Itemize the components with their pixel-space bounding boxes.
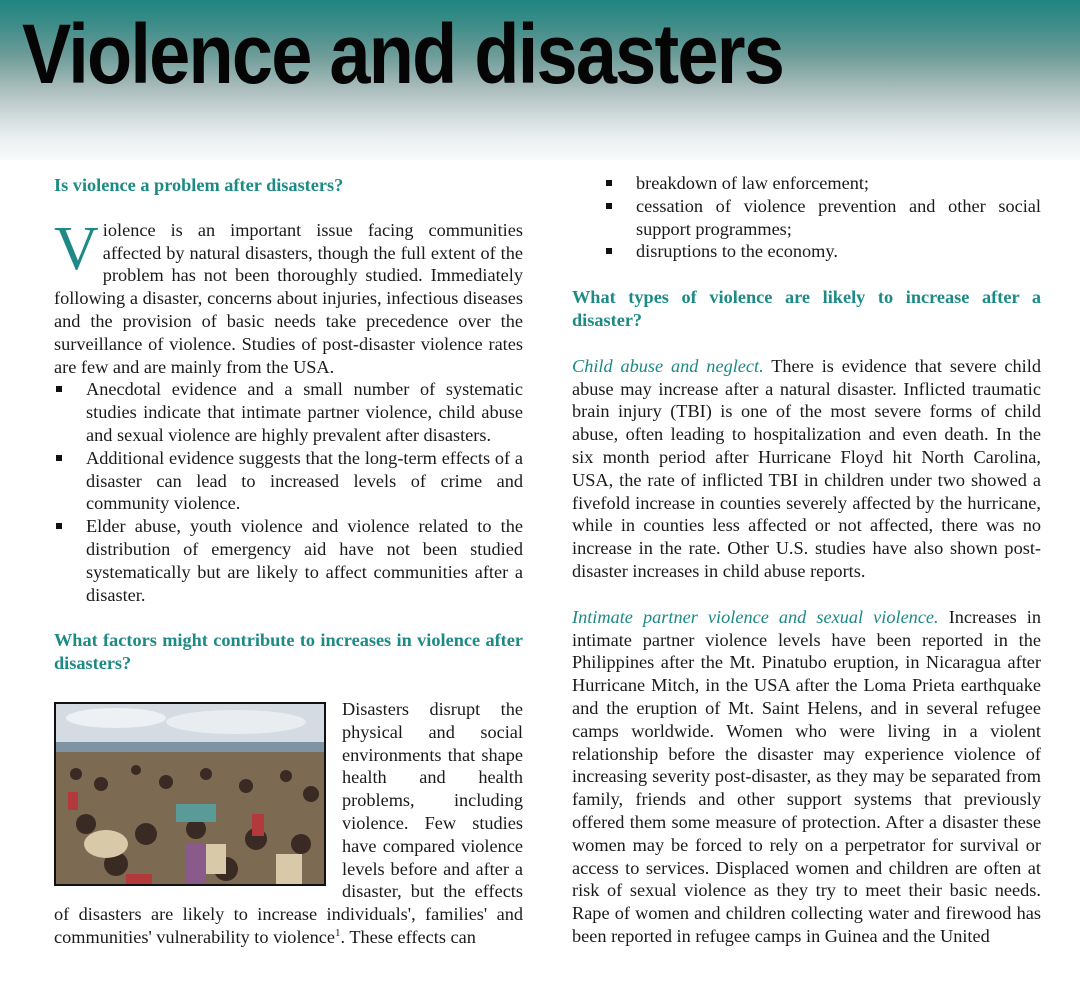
list-item: breakdown of law enforcement;	[572, 172, 1041, 195]
list-item: disruptions to the economy.	[572, 240, 1041, 263]
intro-text: iolence is an important issue facing communities affected by natural disasters, though the full extent of the problem has not been thoroughly studied. Immediately following a disaster, concerns about injuries, infectious diseases and the provision of basic needs take precedence over the surveillance of violence. Studies of post-disaster violence rates are few and are mainly from the USA.	[54, 219, 523, 377]
list-item: cessation of violence prevention and other social support programmes;	[572, 195, 1041, 241]
drop-cap: V	[54, 214, 99, 283]
page-title: Violence and disasters	[22, 7, 784, 101]
list-item: Additional evidence suggests that the long-term effects of a disaster can lead to increased levels of crime and community violence.	[54, 447, 523, 515]
intro-paragraph	[54, 214, 523, 379]
ipv-paragraph: Intimate partner violence and sexual violence. Increases in intimate partner violence levels have been reported in the Philippines after the Mt. Pinatubo eruption, in Nicaragua after Hurricane Mitch, in the USA after the Loma Prieta earthquake and the eruption of Mt. Saint Helens, and in several refugee camps worldwide. Women who were living in a violent relationship before the disaster may experience violence of increasing severity post-disaster, as they may be separated from family, friends and other support systems that previously offered them some measure of protection. After a disaster these women may be forced to rely on a perpetrator for survival or access to services. Displaced women and children are often at risk of sexual violence as they try to meet their basic needs. Rape of women and children collecting water and firewood has been reported in refugee camps in Guinea and the United	[572, 606, 1041, 946]
section-heading-contributing-factors: What factors might contribute to increases in violence after disasters?	[54, 630, 523, 674]
footnote-ref[interactable]: 1	[335, 926, 341, 939]
factors-paragraph: Disasters disrupt the physical and social environments that shape health and health problems, including violence. Few studies have compared violence levels before and after a disaster, but the effects of disasters are likely to increase individuals', families' and communities' vulnerability to violence$^1$. These effects can	[54, 698, 523, 947]
right-column	[572, 172, 1041, 948]
square-bullet-icon	[606, 203, 612, 209]
list-item: Elder abuse, youth violence and violence related to the distribution of emergency aid have not been studied systematically but are likely to affect communities after a disaster.	[54, 515, 523, 606]
ipv-lead: Intimate partner violence and sexual violence.	[572, 606, 939, 627]
header-banner	[0, 0, 1080, 160]
factors-block	[54, 698, 523, 949]
list-item: Anecdotal evidence and a small number of systematic studies indicate that intimate partner violence, child abuse and sexual violence are highly prevalent after disasters.	[54, 378, 523, 446]
evidence-bullet-list	[54, 378, 523, 606]
square-bullet-icon	[606, 248, 612, 254]
section-heading-violence-problem: Is violence a problem after disasters?	[54, 175, 344, 195]
section-heading-violence-types: What types of violence are likely to increase after a disaster?	[572, 287, 1041, 330]
square-bullet-icon	[56, 455, 62, 461]
square-bullet-icon	[56, 386, 62, 392]
left-column	[54, 172, 523, 949]
factors-bullet-list	[572, 172, 1041, 263]
photo-illustration	[56, 704, 324, 884]
square-bullet-icon	[606, 180, 612, 186]
child-abuse-lead: Child abuse and neglect.	[572, 355, 764, 376]
refugee-crowd-photo	[54, 702, 326, 886]
child-abuse-paragraph: Child abuse and neglect. There is evidence that severe child abuse may increase after a natural disaster. Inflicted traumatic brain injury (TBI) is one of the most severe forms of child abuse, often leading to hospitalization and even death. In the six month period after Hurricane Floyd hit North Carolina, USA, the rate of inflicted TBI in children under two showed a fivefold increase in counties severely affected by the hurricane, while in counties less affected or not affected, there was no increase in the rate. Other U.S. studies have also shown post-disaster increases in child abuse reports.	[572, 355, 1041, 581]
square-bullet-icon	[56, 523, 62, 529]
